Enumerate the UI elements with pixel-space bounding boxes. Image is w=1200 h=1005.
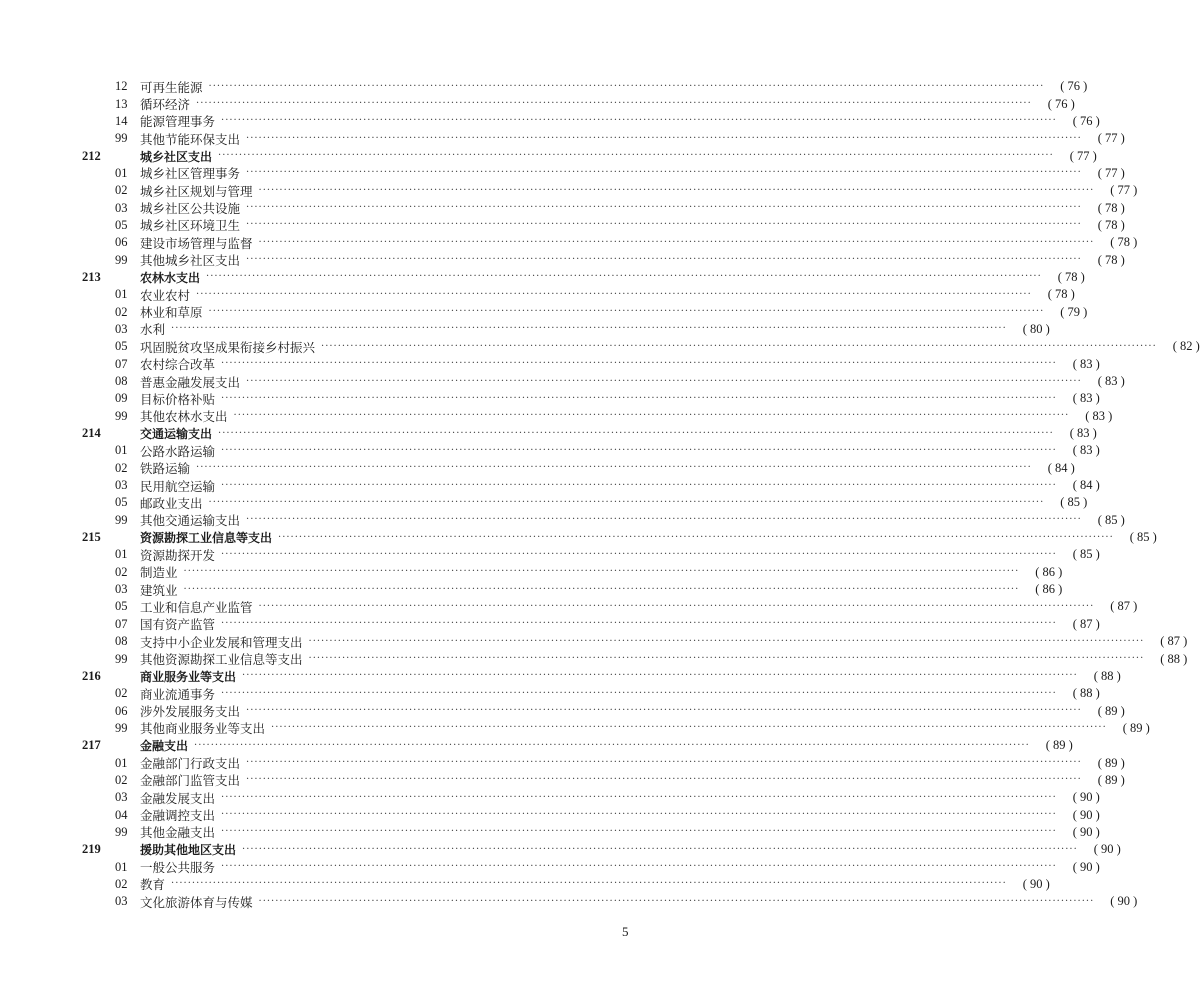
toc-entry-page: ( 77 ) [1110,183,1138,198]
dot-leader: ········································································································································································································ [258,236,1095,248]
toc-entry-code: 02 [115,183,128,198]
toc-entry-code: 02 [115,304,128,319]
toc-entry-page: ( 79 ) [1060,304,1088,319]
toc-section-entry [82,668,1121,685]
dot-leader: ········································································································································································································ [246,202,1082,214]
dot-leader: ········································································································································································································ [242,843,1078,855]
dot-leader: ········································································································································································································ [246,254,1082,266]
toc-entry-title: 循环经济 [140,97,191,113]
toc-entry-page: ( 76 ) [1072,113,1100,128]
toc-entry-title: 制造业 [140,565,178,581]
toc-entry-title: 金融部门监管支出 [140,773,241,789]
dot-leader: ········································································································································································································ [194,739,1030,751]
toc-subsection-entry [82,321,1050,338]
toc-entry-title: 金融发展支出 [140,790,216,806]
toc-entry-page: ( 86 ) [1035,564,1063,579]
toc-entry-code: 99 [115,824,128,839]
toc-entry-page: ( 78 ) [1097,217,1125,232]
toc-entry-code: 215 [82,530,101,545]
toc-subsection-entry [82,408,1113,425]
dot-leader: ········································································································································································································ [171,878,1007,890]
toc-subsection-entry [82,356,1100,373]
toc-subsection-entry [82,234,1138,251]
toc-entry-title: 城乡社区公共设施 [140,201,241,217]
toc-subsection-entry [82,78,1088,95]
toc-entry-code: 01 [115,165,128,180]
dot-leader: ········································································································································································································ [221,618,1057,630]
toc-entry-code: 214 [82,426,101,441]
toc-entry-title: 其他金融支出 [140,825,216,841]
dot-leader: ········································································································································································································ [196,462,1032,474]
toc-entry-page: ( 90 ) [1093,842,1121,857]
dot-leader: ········································································································································································································ [246,375,1082,387]
toc-entry-title: 林业和草原 [140,305,203,321]
toc-subsection-entry [82,165,1125,182]
toc-entry-code: 12 [115,79,128,94]
toc-entry-title: 其他城乡社区支出 [140,253,241,269]
toc-entry-page: ( 89 ) [1097,703,1125,718]
toc-subsection-entry [82,286,1075,303]
dot-leader: ········································································································································································································ [221,791,1057,803]
toc-entry-page: ( 90 ) [1072,824,1100,839]
toc-subsection-entry [82,893,1138,910]
toc-entry-title: 交通运输支出 [140,427,213,442]
toc-entry-code: 02 [115,460,128,475]
toc-entry-code: 02 [115,686,128,701]
toc-entry-title: 城乡社区支出 [140,149,213,164]
toc-entry-code: 06 [115,703,128,718]
toc-entry-title: 援助其他地区支出 [140,843,237,858]
toc-entry-code: 03 [115,321,128,336]
toc-entry-code: 09 [115,391,128,406]
toc-entry-title: 国有资产监管 [140,617,216,633]
toc-subsection-entry [82,772,1125,789]
toc-section-entry [82,529,1157,546]
toc-entry-title: 城乡社区环境卫生 [140,218,241,234]
toc-subsection-entry [82,390,1100,407]
toc-entry-code: 01 [115,443,128,458]
dot-leader: ········································································································································································································ [218,427,1054,439]
toc-entry-page: ( 89 ) [1122,720,1150,735]
toc-entry-title: 工业和信息产业监管 [140,599,253,615]
toc-entry-title: 其他节能环保支出 [140,131,241,147]
toc-entry-page: ( 78 ) [1047,287,1075,302]
toc-entry-code: 07 [115,616,128,631]
toc-entry-title: 铁路运输 [140,461,191,477]
toc-entry-title: 可再生能源 [140,79,203,95]
toc-entry-page: ( 77 ) [1097,165,1125,180]
dot-leader: ········································································································································································································ [196,288,1032,300]
dot-leader: ········································································································································································································ [321,340,1157,352]
toc-entry-page: ( 88 ) [1160,651,1188,666]
toc-entry-code: 07 [115,356,128,371]
toc-entry-title: 建筑业 [140,582,178,598]
toc-entry-code: 14 [115,113,128,128]
page-number: 5 [622,924,629,939]
toc-subsection-entry [82,512,1125,529]
toc-entry-title: 教育 [140,877,166,893]
toc-entry-title: 商业流通事务 [140,686,216,702]
dot-leader: ········································································································································································································ [308,635,1145,647]
toc-entry-code: 02 [115,564,128,579]
toc-entry-code: 05 [115,339,128,354]
dot-leader: ········································································································································································································ [258,600,1095,612]
toc-entry-code: 01 [115,859,128,874]
toc-entry-title: 其他商业服务业等支出 [140,721,266,737]
dot-leader: ········································································································································································································ [208,80,1045,92]
toc-entry-page: ( 89 ) [1097,772,1125,787]
toc-subsection-entry [82,460,1075,477]
toc-entry-page: ( 83 ) [1072,356,1100,371]
toc-entry-title: 金融部门行政支出 [140,756,241,772]
toc-subsection-entry [82,130,1125,147]
toc-entry-page: ( 89 ) [1097,755,1125,770]
dot-leader: ········································································································································································································ [221,548,1057,560]
toc-entry-page: ( 82 ) [1172,339,1200,354]
toc-entry-code: 99 [115,651,128,666]
toc-entry-title: 涉外发展服务支出 [140,704,241,720]
toc-entry-code: 99 [115,408,128,423]
toc-subsection-entry [82,616,1100,633]
toc-entry-code: 219 [82,842,101,857]
toc-entry-page: ( 76 ) [1060,79,1088,94]
toc-entry-page: ( 84 ) [1072,478,1100,493]
toc-entry-page: ( 90 ) [1022,876,1050,891]
toc-entry-page: ( 76 ) [1047,96,1075,111]
dot-leader: ········································································································································································································ [246,757,1082,769]
table-of-contents [82,78,1200,911]
toc-subsection-entry [82,373,1125,390]
toc-entry-title: 其他交通运输支出 [140,513,241,529]
toc-entry-code: 08 [115,374,128,389]
toc-entry-page: ( 88 ) [1072,686,1100,701]
dot-leader: ········································································································································································································ [221,444,1057,456]
toc-subsection-entry [82,754,1125,772]
toc-entry-title: 公路水路运输 [140,443,216,459]
toc-entry-title: 能源管理事务 [140,114,216,130]
toc-entry-code: 05 [115,495,128,510]
toc-entry-title: 一般公共服务 [140,860,216,876]
toc-entry-code: 03 [115,200,128,215]
dot-leader: ········································································································································································································ [258,895,1095,907]
toc-entry-code: 99 [115,512,128,527]
toc-entry-code: 01 [115,755,128,770]
toc-entry-title: 民用航空运输 [140,478,216,494]
toc-subsection-entry [82,685,1100,702]
dot-leader: ········································································································································································································ [221,115,1057,127]
toc-entry-title: 商业服务业等支出 [140,669,237,684]
toc-entry-title: 其他资源勘探工业信息等支出 [140,652,303,668]
toc-entry-page: ( 78 ) [1110,235,1138,250]
toc-entry-page: ( 78 ) [1057,269,1085,284]
toc-subsection-entry [82,564,1063,581]
toc-entry-code: 213 [82,269,101,284]
toc-entry-title: 资源勘探开发 [140,547,216,563]
toc-entry-title: 农业农村 [140,287,191,303]
dot-leader: ········································································································································································································ [196,98,1032,110]
toc-entry-code: 217 [82,738,101,753]
toc-entry-page: ( 90 ) [1072,859,1100,874]
toc-entry-page: ( 90 ) [1072,807,1100,822]
dot-leader: ········································································································································································································ [183,583,1020,595]
toc-entry-code: 03 [115,790,128,805]
dot-leader: ········································································································································································································ [246,132,1082,144]
toc-entry-page: ( 85 ) [1129,530,1157,545]
toc-entry-page: ( 90 ) [1072,790,1100,805]
dot-leader: ········································································································································································································ [246,514,1082,526]
toc-entry-code: 01 [115,547,128,562]
toc-section-entry [82,147,1097,164]
toc-entry-code: 216 [82,668,101,683]
toc-section-entry [82,841,1121,858]
toc-entry-title: 普惠金融发展支出 [140,374,241,390]
dot-leader: ········································································································································································································ [242,670,1078,682]
toc-entry-page: ( 83 ) [1069,426,1097,441]
toc-entry-code: 99 [115,720,128,735]
toc-entry-page: ( 77 ) [1097,131,1125,146]
dot-leader: ········································································································································································································ [246,705,1082,717]
toc-entry-page: ( 77 ) [1069,148,1097,163]
toc-entry-title: 城乡社区规划与管理 [140,183,253,199]
toc-entry-page: ( 83 ) [1085,408,1113,423]
toc-entry-page: ( 78 ) [1097,252,1125,267]
toc-entry-page: ( 80 ) [1022,321,1050,336]
toc-subsection-entry [82,650,1188,668]
toc-entry-title: 城乡社区管理事务 [140,166,241,182]
toc-entry-code: 06 [115,235,128,250]
dot-leader: ········································································································································································································ [171,323,1007,335]
dot-leader: ········································································································································································································ [208,306,1045,318]
toc-entry-page: ( 89 ) [1045,738,1073,753]
dot-leader: ········································································································································································································ [246,167,1082,179]
toc-entry-title: 农林水支出 [140,270,201,285]
toc-subsection-entry [82,546,1100,563]
toc-subsection-entry [82,581,1063,598]
toc-subsection-entry [82,442,1100,459]
toc-entry-title: 文化旅游体育与传媒 [140,894,253,910]
dot-leader: ········································································································································································································ [278,531,1114,543]
dot-leader: ········································································································································································································ [221,479,1057,491]
dot-leader: ········································································································································································································ [221,809,1057,821]
toc-entry-page: ( 87 ) [1110,599,1138,614]
toc-entry-title: 资源勘探工业信息等支出 [140,531,273,546]
dot-leader: ········································································································································································································ [221,358,1057,370]
toc-entry-code: 01 [115,287,128,302]
toc-subsection-entry [82,338,1200,355]
toc-entry-title: 邮政业支出 [140,495,203,511]
toc-entry-title: 目标价格补贴 [140,391,216,407]
dot-leader: ········································································································································································································ [183,566,1020,578]
toc-subsection-entry [82,251,1125,269]
toc-entry-page: ( 85 ) [1060,495,1088,510]
toc-entry-page: ( 90 ) [1110,894,1138,909]
dot-leader: ········································································································································································································ [221,861,1057,873]
toc-entry-code: 03 [115,582,128,597]
toc-subsection-entry [82,477,1100,494]
dot-leader: ········································································································································································································ [208,496,1045,508]
toc-entry-title: 巩固脱贫攻坚成果衔接乡村振兴 [140,339,316,355]
toc-entry-page: ( 88 ) [1093,668,1121,683]
dot-leader: ········································································································································································································ [218,150,1054,162]
toc-subsection-entry [82,303,1088,321]
toc-entry-page: ( 84 ) [1047,460,1075,475]
toc-entry-title: 金融支出 [140,739,189,754]
toc-entry-code: 02 [115,876,128,891]
toc-entry-code: 04 [115,807,128,822]
toc-entry-code: 05 [115,217,128,232]
toc-entry-title: 农村综合改革 [140,357,216,373]
toc-subsection-entry [82,876,1050,893]
toc-subsection-entry [82,702,1125,720]
toc-subsection-entry [82,598,1138,615]
dot-leader: ········································································································································································································ [221,826,1057,838]
toc-entry-page: ( 85 ) [1097,512,1125,527]
toc-entry-page: ( 83 ) [1072,443,1100,458]
dot-leader: ········································································································································································································ [258,184,1095,196]
dot-leader: ········································································································································································································ [233,410,1070,422]
toc-section-entry [82,425,1097,442]
toc-subsection-entry [82,789,1100,806]
toc-entry-page: ( 86 ) [1035,582,1063,597]
toc-entry-page: ( 87 ) [1072,616,1100,631]
dot-leader: ········································································································································································································ [221,687,1057,699]
toc-entry-page: ( 83 ) [1097,374,1125,389]
toc-entry-title: 建设市场管理与监督 [140,235,253,251]
toc-entry-title: 支持中小企业发展和管理支出 [140,634,303,650]
dot-leader: ········································································································································································································ [221,392,1057,404]
toc-subsection-entry [82,633,1188,650]
toc-entry-code: 212 [82,148,101,163]
toc-entry-code: 05 [115,599,128,614]
dot-leader: ········································································································································································································ [308,653,1145,665]
toc-subsection-entry [82,182,1138,199]
toc-entry-code: 08 [115,634,128,649]
toc-subsection-entry [82,217,1125,234]
dot-leader: ········································································································································································································ [206,271,1042,283]
toc-subsection-entry [82,720,1150,737]
toc-subsection-entry [82,858,1100,876]
toc-entry-title: 其他农林水支出 [140,409,228,425]
toc-subsection-entry [82,95,1075,113]
toc-subsection-entry [82,494,1088,511]
toc-subsection-entry [82,824,1100,841]
toc-entry-page: ( 87 ) [1160,634,1188,649]
toc-section-entry [82,269,1085,286]
toc-subsection-entry [82,113,1100,130]
toc-section-entry [82,737,1073,754]
toc-entry-code: 13 [115,96,128,111]
dot-leader: ········································································································································································································ [246,219,1082,231]
toc-entry-code: 03 [115,478,128,493]
toc-subsection-entry [82,806,1100,824]
toc-entry-code: 99 [115,131,128,146]
toc-entry-page: ( 83 ) [1072,391,1100,406]
toc-entry-code: 02 [115,772,128,787]
toc-entry-page: ( 78 ) [1097,200,1125,215]
toc-entry-code: 03 [115,894,128,909]
toc-entry-title: 金融调控支出 [140,808,216,824]
toc-entry-title: 水利 [140,322,166,338]
dot-leader: ········································································································································································································ [246,774,1082,786]
dot-leader: ········································································································································································································ [271,722,1107,734]
toc-entry-page: ( 85 ) [1072,547,1100,562]
toc-entry-code: 99 [115,252,128,267]
toc-subsection-entry [82,199,1125,217]
